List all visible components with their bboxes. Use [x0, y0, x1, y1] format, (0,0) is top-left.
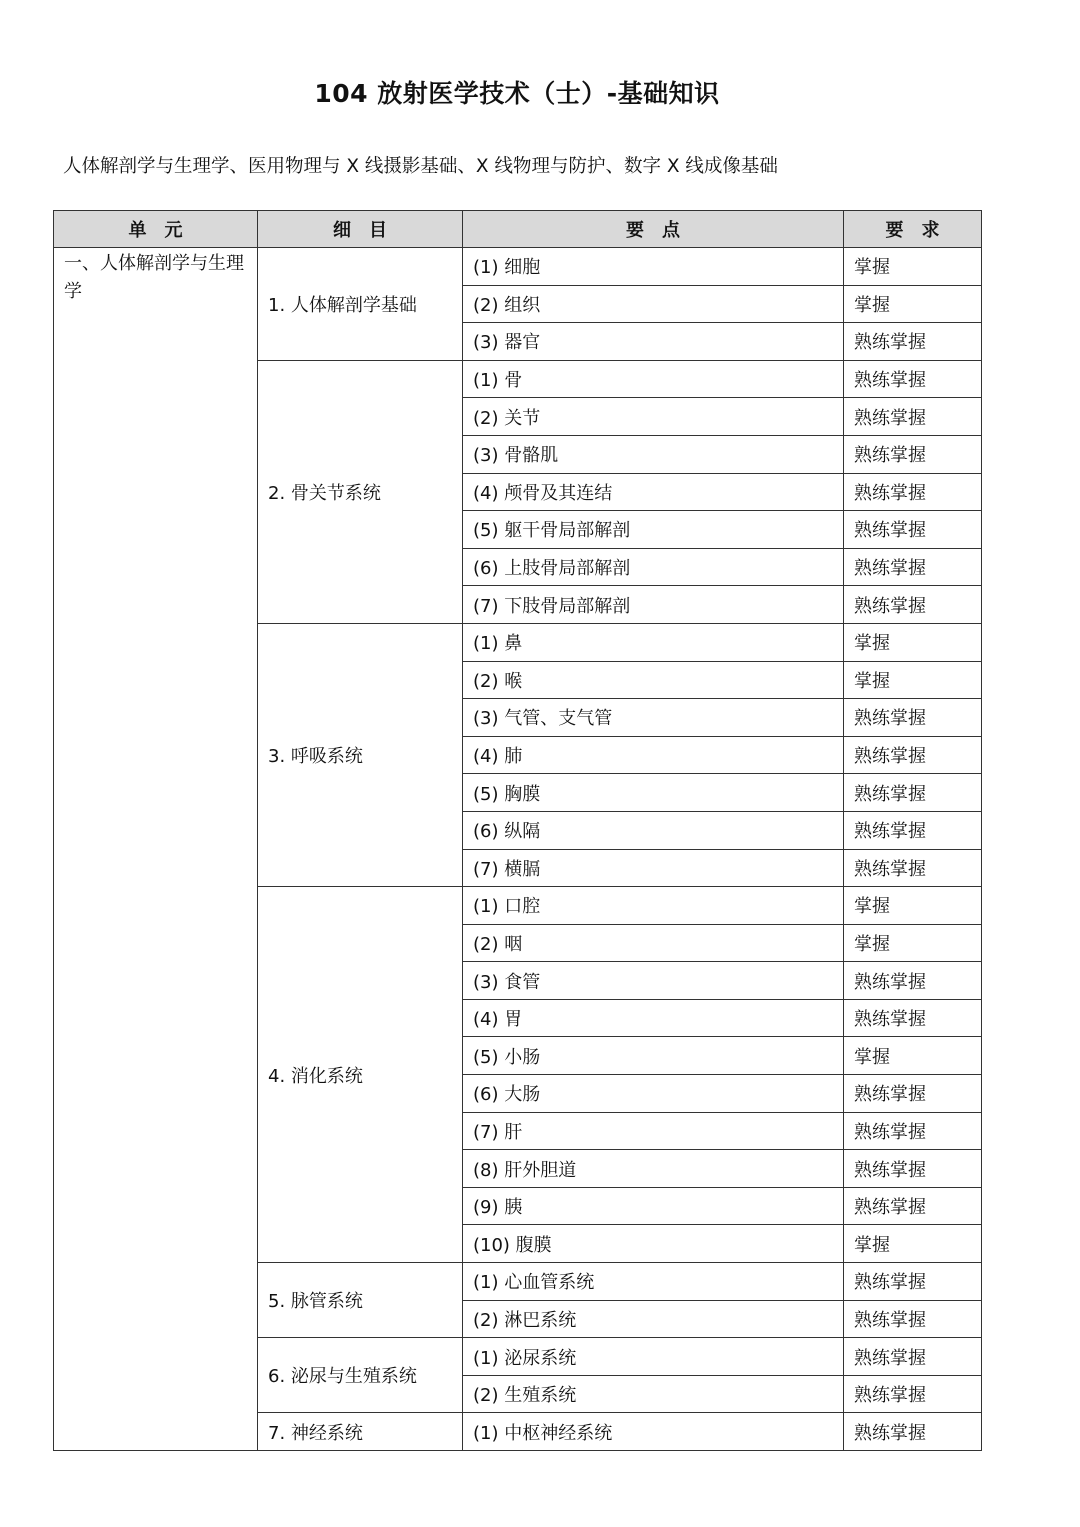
requirement-cell: 熟练掌握 [844, 1075, 982, 1113]
unit-cell: 一、人体解剖学与生理学 [54, 248, 258, 1451]
header-unit: 单元 [54, 211, 258, 248]
point-cell: (4) 胃 [463, 999, 844, 1037]
point-cell: (7) 下肢骨局部解剖 [463, 586, 844, 624]
requirement-cell: 熟练掌握 [844, 398, 982, 436]
point-cell: (2) 关节 [463, 398, 844, 436]
point-cell: (7) 肝 [463, 1112, 844, 1150]
point-cell: (2) 咽 [463, 924, 844, 962]
point-cell: (1) 中枢神经系统 [463, 1413, 844, 1451]
subitem-cell: 3. 呼吸系统 [258, 623, 463, 886]
subitem-cell: 5. 脉管系统 [258, 1263, 463, 1338]
table-row [54, 248, 982, 286]
point-cell: (4) 肺 [463, 736, 844, 774]
requirement-cell: 掌握 [844, 887, 982, 925]
point-cell: (6) 大肠 [463, 1075, 844, 1113]
requirement-cell: 掌握 [844, 661, 982, 699]
page-subtitle: 人体解剖学与生理学、医用物理与 X 线摄影基础、X 线物理与防护、数字 X 线成像基础 [63, 156, 778, 177]
requirement-cell: 熟练掌握 [844, 511, 982, 549]
subitem-cell: 2. 骨关节系统 [258, 360, 463, 623]
requirement-cell: 熟练掌握 [844, 962, 982, 1000]
requirement-cell: 熟练掌握 [844, 586, 982, 624]
table-header-row [54, 211, 982, 248]
point-cell: (2) 喉 [463, 661, 844, 699]
table-body [54, 248, 982, 1451]
point-cell: (3) 气管、支气管 [463, 699, 844, 737]
point-cell: (7) 横膈 [463, 849, 844, 887]
requirement-cell: 熟练掌握 [844, 1150, 982, 1188]
syllabus-table [53, 210, 982, 1451]
point-cell: (2) 组织 [463, 285, 844, 323]
point-cell: (10) 腹膜 [463, 1225, 844, 1263]
point-cell: (3) 食管 [463, 962, 844, 1000]
point-cell: (5) 躯干骨局部解剖 [463, 511, 844, 549]
requirement-cell: 熟练掌握 [844, 811, 982, 849]
requirement-cell: 熟练掌握 [844, 1187, 982, 1225]
point-cell: (8) 肝外胆道 [463, 1150, 844, 1188]
subitem-cell: 6. 泌尿与生殖系统 [258, 1338, 463, 1413]
point-cell: (3) 骨骼肌 [463, 435, 844, 473]
subitem-cell: 4. 消化系统 [258, 887, 463, 1263]
requirement-cell: 熟练掌握 [844, 473, 982, 511]
requirement-cell: 掌握 [844, 623, 982, 661]
point-cell: (6) 纵隔 [463, 811, 844, 849]
point-cell: (1) 泌尿系统 [463, 1338, 844, 1376]
subitem-cell: 1. 人体解剖学基础 [258, 248, 463, 361]
point-cell: (4) 颅骨及其连结 [463, 473, 844, 511]
point-cell: (1) 骨 [463, 360, 844, 398]
requirement-cell: 掌握 [844, 1225, 982, 1263]
requirement-cell: 熟练掌握 [844, 736, 982, 774]
requirement-cell: 熟练掌握 [844, 1338, 982, 1376]
point-cell: (1) 鼻 [463, 623, 844, 661]
requirement-cell: 熟练掌握 [844, 435, 982, 473]
point-cell: (5) 胸膜 [463, 774, 844, 812]
point-cell: (2) 淋巴系统 [463, 1300, 844, 1338]
point-cell: (6) 上肢骨局部解剖 [463, 548, 844, 586]
requirement-cell: 熟练掌握 [844, 1413, 982, 1451]
requirement-cell: 掌握 [844, 248, 982, 286]
point-cell: (3) 器官 [463, 323, 844, 361]
header-subitem: 细目 [258, 211, 463, 248]
requirement-cell: 熟练掌握 [844, 1263, 982, 1301]
requirement-cell: 熟练掌握 [844, 774, 982, 812]
subitem-cell: 7. 神经系统 [258, 1413, 463, 1451]
requirement-cell: 熟练掌握 [844, 360, 982, 398]
requirement-cell: 掌握 [844, 285, 982, 323]
requirement-cell: 掌握 [844, 924, 982, 962]
requirement-cell: 熟练掌握 [844, 1375, 982, 1413]
requirement-cell: 熟练掌握 [844, 548, 982, 586]
requirement-cell: 熟练掌握 [844, 1112, 982, 1150]
requirement-cell: 熟练掌握 [844, 999, 982, 1037]
requirement-cell: 熟练掌握 [844, 1300, 982, 1338]
requirement-cell: 熟练掌握 [844, 699, 982, 737]
header-requirement: 要求 [844, 211, 982, 248]
header-point: 要点 [463, 211, 844, 248]
point-cell: (5) 小肠 [463, 1037, 844, 1075]
point-cell: (1) 口腔 [463, 887, 844, 925]
requirement-cell: 熟练掌握 [844, 849, 982, 887]
point-cell: (2) 生殖系统 [463, 1375, 844, 1413]
point-cell: (1) 心血管系统 [463, 1263, 844, 1301]
page-title: 104 放射医学技术（士）-基础知识 [314, 79, 720, 108]
requirement-cell: 熟练掌握 [844, 323, 982, 361]
point-cell: (9) 胰 [463, 1187, 844, 1225]
requirement-cell: 掌握 [844, 1037, 982, 1075]
point-cell: (1) 细胞 [463, 248, 844, 286]
